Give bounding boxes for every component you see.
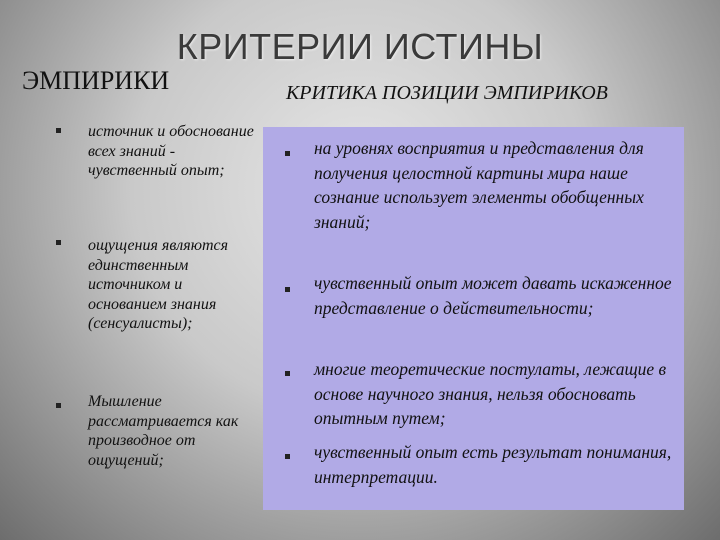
critique-item-2: чувственный опыт может давать искаженное представление о действительности; [314,273,672,318]
bullet-icon [285,151,290,156]
empiricists-item-1: источник и обоснование всех знаний - чувственный опыт; [88,123,254,179]
slide-title: КРИТЕРИИ ИСТИНЫ [176,26,544,67]
critique-heading: КРИТИКА ПОЗИЦИИ ЭМПИРИКОВ [286,82,608,104]
critique-item-3: многие теоретические постулаты, лежащие в основе научного знания, нельзя обосновать опытным путем; [314,359,667,428]
bullet-icon [285,287,290,292]
bullet-icon [56,403,61,408]
bullet-icon [285,371,290,376]
empiricists-item-3: Мышление рассматривается как производное от ощущений; [88,393,239,469]
bullet-icon [285,454,290,459]
bullet-icon [56,240,61,245]
bullet-icon [56,128,61,133]
critique-item-4: чувственный опыт есть результат понимания, интерпретации. [314,442,672,487]
critique-item-1: на уровнях восприятия и представления для получения целостной картины мира наше сознание использует элементы обобщенных знаний; [314,138,644,232]
empiricists-heading: ЭМПИРИКИ [22,66,170,95]
empiricists-item-2: ощущения являются единственным источником и основанием знания (сенсуалисты); [88,237,229,332]
